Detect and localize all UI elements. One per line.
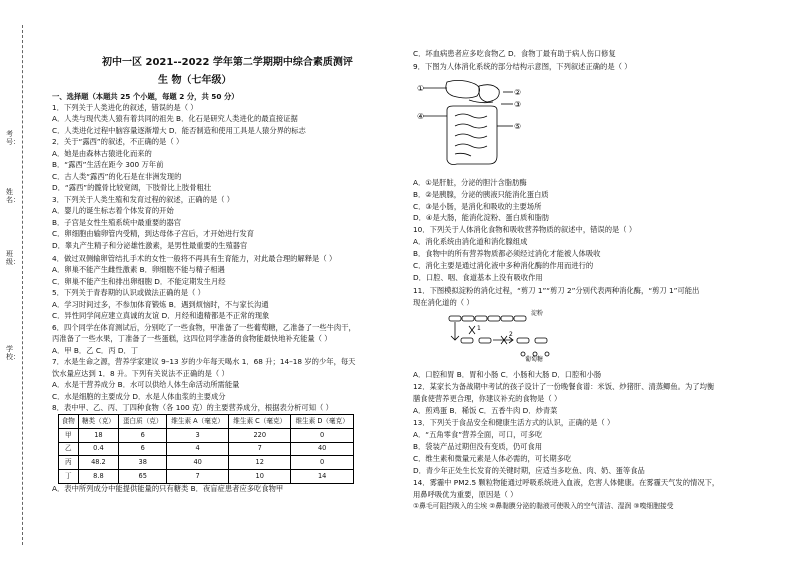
question-line: A．甲 B．乙 C．丙 D．丁 — [52, 346, 139, 355]
label-xuexiao: 学校： — [6, 345, 20, 361]
question-line: A．煎鸡蛋 B．稀饭 C．五香牛肉 D．炒青菜 — [413, 406, 558, 415]
table-row — [59, 456, 354, 470]
table-cell: 4 — [167, 442, 229, 456]
table-cell: 12 — [229, 456, 291, 470]
diagram-label: ④ — [417, 112, 425, 121]
question-line: C．消化主要是通过消化液中多种消化酶的作用而进行的 — [413, 261, 594, 270]
table-header: 蛋白质（克） — [119, 415, 167, 429]
exam-title: 初中一区 2021--2022 学年第二学期期中综合素质测评 — [102, 57, 353, 68]
table-cell: 甲 — [59, 428, 79, 442]
scissors-2-label: 2 — [509, 331, 513, 338]
question-line: 丙准备了一些水果，丁准备了一些蛋糕，这四位同学准备的食物能最快地补充能量（ ） — [52, 334, 332, 343]
question-line: C．卵细胞由输卵管内受精，到达母体子宫后，才开始进行发育 — [52, 229, 255, 238]
table-cell: 220 — [229, 428, 291, 442]
diagram-label: ② — [514, 88, 522, 97]
question-line: 6．四个同学在体育测试后，分别吃了一些食物，甲准备了一些葡萄糖，乙准备了一些牛肉干， — [52, 323, 356, 332]
table-cell: 0 — [291, 456, 354, 470]
glucose-label: 葡萄糖 — [525, 356, 544, 362]
starch-label: 淀粉 — [531, 310, 544, 317]
table-cell: 6 — [119, 442, 167, 456]
question-line: A．人类与现代类人猿有着共同的祖先 B．化石是研究人类进化的最直接证据 — [52, 114, 298, 123]
question-line: A．消化系统由消化道和消化腺组成 — [413, 237, 528, 246]
table-cell: 48.2 — [78, 456, 119, 470]
table-cell: 8.8 — [78, 470, 119, 484]
table-header: 维生素 C（毫克） — [229, 415, 291, 429]
diagram-label: ① — [417, 84, 425, 93]
nutrition-table — [58, 414, 354, 484]
table-row — [59, 442, 354, 456]
table-cell: 丙 — [59, 456, 79, 470]
table-cell: 丁 — [59, 470, 79, 484]
question-line: A．学习时间过多，不参加体育锻炼 B．遇到烦恼时，不与家长沟通 — [52, 300, 269, 309]
question-line: 用鼻呼吸优为重要，原因是（ ） — [413, 490, 518, 499]
question-line: C．水是细胞的主要成分 D．水是人体血浆的主要成分 — [52, 392, 226, 401]
table-cell: 6 — [119, 428, 167, 442]
question-line: A．①是肝脏，分泌的胆汁含脂肪酶 — [413, 178, 527, 187]
question-line: 11．下图模拟淀粉的消化过程，“剪刀 1”“剪刀 2”分别代表两种消化酶，“剪刀 1”可能出 — [413, 286, 700, 295]
question-line: 5．下列关于青春期的认识或做法正确的是（ ） — [52, 288, 205, 297]
table-cell: 40 — [167, 456, 229, 470]
binding-strip — [2, 0, 32, 562]
question-line: 饮水量应达到 1．8 升。下列有关说法不正确的是（ ） — [52, 369, 229, 378]
question-line: A．婴儿的诞生标志着个体发育的开始 — [52, 206, 174, 215]
question-line: 14．雾霾中 PM2.5 颗粒物能通过呼吸系统进入血液，危害人体健康。在雾霾天气发的情况下， — [413, 478, 720, 487]
question-line: 膳食使营养更合理，你建议补充的食物是（ ） — [413, 394, 562, 403]
question-line: 13．下列关于食品安全和健康生活方式的认识，正确的是（ ） — [413, 418, 615, 427]
question-line: C．坏血病患者应多吃食物乙 D．食物丁最有助于病人伤口修复 — [413, 49, 616, 58]
question-line: C．③是小肠，是消化和吸收的主要场所 — [413, 202, 542, 211]
question-line: A．“五角零食”营养全面，可口，可多吃 — [413, 430, 543, 439]
stomach-shape — [479, 85, 499, 102]
question-line: A．表中所列成分中能提供能量的只有糖类 B．夜盲症患者应多吃食物甲 — [52, 484, 284, 493]
question-line: ①鼻毛可阻挡吸入的尘埃 ②鼻黏膜分泌的黏液可使吸入的空气清洁、湿润 ③嗅细胞接受 — [413, 502, 674, 510]
table-cell: 40 — [291, 442, 354, 456]
section-heading: 一、选择题（本题共 25 个小题，每题 2 分，共 50 分） — [52, 92, 239, 101]
table-cell: 0 — [291, 428, 354, 442]
table-header: 维生素 D（毫克） — [291, 415, 354, 429]
question-line: 8．表中甲、乙、丙、丁四种食物（各 100 克）的主要营养成分，根据表分析可知（ ） — [52, 403, 333, 412]
large-intestine-shape — [447, 106, 497, 165]
small-intestine-shape — [455, 114, 487, 156]
exam-subject: 生 物（七年级） — [158, 75, 232, 86]
digestive-system-diagram — [417, 76, 527, 174]
question-line: 2．关于“露西”的叙述，不正确的是（ ） — [52, 137, 184, 146]
scissors-1-label: 1 — [477, 325, 481, 332]
question-line: C．异性同学间应建立真诚的友谊 D．月经和遗精都是不正常的现象 — [52, 311, 270, 320]
question-line: C．维生素和微量元素是人体必需的，可长期多吃 — [413, 454, 572, 463]
label-banji: 班级： — [6, 250, 20, 266]
table-header: 食物 — [59, 415, 79, 429]
label-kaohao: 考号： — [6, 130, 20, 146]
table-header-row — [59, 415, 354, 429]
question-line: C．人类进化过程中脑容量逐渐增大 D．能否制造和使用工具是人猿分界的标志 — [52, 126, 306, 135]
question-line: 现在消化道的（ ） — [413, 298, 474, 307]
question-line: C．卵巢不能产生和排出卵细胞 D．不能定期发生月经 — [52, 277, 226, 286]
question-line: B．袋装产品过期但没有变质，仍可食用 — [413, 442, 543, 451]
table-cell: 65 — [119, 470, 167, 484]
question-line: 3．下列关于人类生殖和发育过程的叙述，正确的是（ ） — [52, 195, 235, 204]
question-line: D．④是大肠，能消化淀粉、蛋白质和脂肪 — [413, 213, 550, 222]
question-line: 9．下图为人体消化系统的部分结构示意图，下列叙述正确的是（ ） — [413, 62, 632, 71]
table-row — [59, 428, 354, 442]
diagram-label: ③ — [514, 100, 522, 109]
question-line: A．口腔和胃 B．胃和小肠 C．小肠和大肠 D．口腔和小肠 — [413, 370, 602, 379]
question-line: 10．下列关于人体消化食物和吸收营养物质的叙述中，错误的是（ ） — [413, 225, 637, 234]
table-header: 维生素 A（毫克） — [167, 415, 229, 429]
seal-line — [22, 25, 23, 545]
label-xingming: 姓名： — [6, 188, 20, 204]
question-line: A．水是干营养成分 B．水可以供给人体生命活动所需能量 — [52, 380, 240, 389]
liver-shape — [446, 80, 480, 98]
table-cell: 7 — [167, 470, 229, 484]
table-cell: 18 — [78, 428, 119, 442]
table-header: 糖类（克） — [78, 415, 119, 429]
question-line: C．古人类“露西”的化石是在非洲发现的 — [52, 172, 182, 181]
question-line: B．食物中的所有营养物质都必须经过消化才能被人体吸收 — [413, 249, 601, 258]
question-line: D．青少年正处生长发育的关键时期，应适当多吃鱼、肉、奶、蛋等食品 — [413, 466, 645, 475]
question-line: A．她是由森林古猿进化而来的 — [52, 149, 152, 158]
table-cell: 7 — [229, 442, 291, 456]
question-line: 4．做过双侧输卵管结扎手术的女性一般将不再具有生育能力，对此最合理的解释是（ ） — [52, 254, 337, 263]
question-line: 1．下列关于人类进化的叙述，错误的是（ ） — [52, 103, 198, 112]
question-line: 12．某家长为备战期中考试的孩子设计了一份晚餐食谱：米饭、炒猪肝、清蒸鲫鱼。为了均衡 — [413, 382, 715, 391]
table-cell: 乙 — [59, 442, 79, 456]
question-line: B．“露西”生活在距今 300 万年前 — [52, 160, 164, 169]
table-row — [59, 470, 354, 484]
question-line: D．睾丸产生精子和分泌雄性激素，是男性最重要的生殖器官 — [52, 241, 248, 250]
scissors-1-icon — [469, 326, 475, 334]
question-line: A．卵巢不能产生雌性激素 B．卵细胞不能与精子相遇 — [52, 265, 225, 274]
question-line: D．“露西”的髋骨比较宽阔，下肢骨比上肢骨粗壮 — [52, 183, 212, 192]
diagram-label: ⑤ — [514, 122, 522, 131]
question-line: D．口腔、咽、食道基本上没有吸收作用 — [413, 273, 543, 282]
table-cell: 38 — [119, 456, 167, 470]
starch-digestion-diagram — [441, 306, 571, 362]
question-line: B．②是胰腺，分泌的胰液只能消化蛋白质 — [413, 190, 549, 199]
question-line: 7．水是生命之源，营养学家建议 9–13 岁的少年每天喝水 1．68 升；14–18 岁的少年，每天 — [52, 357, 356, 366]
table-cell: 3 — [167, 428, 229, 442]
question-line: B．子宫是女性生殖系统中最重要的器官 — [52, 218, 182, 227]
table-cell: 10 — [229, 470, 291, 484]
table-cell: 14 — [291, 470, 354, 484]
table-cell: 0.4 — [78, 442, 119, 456]
